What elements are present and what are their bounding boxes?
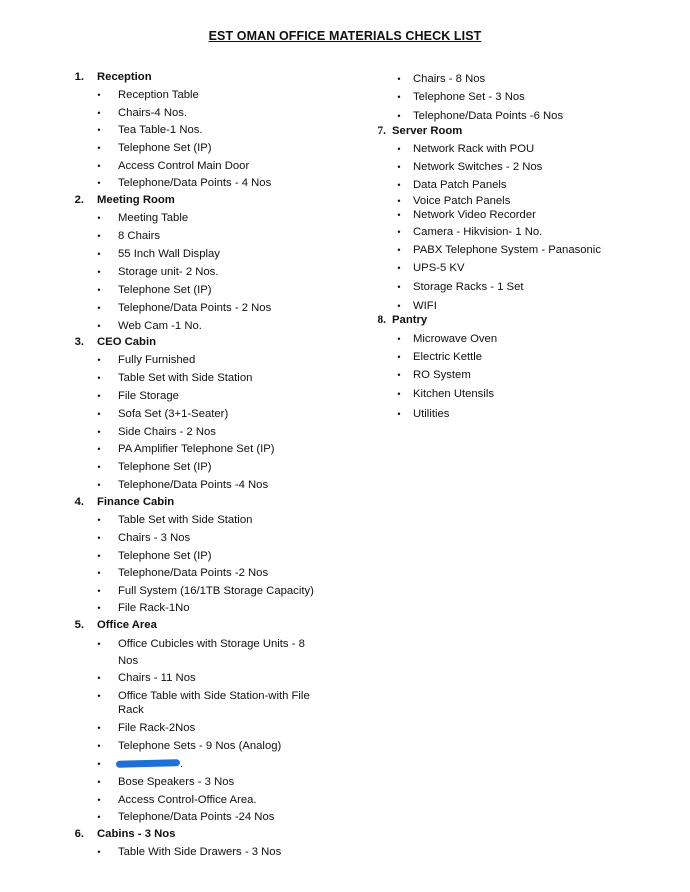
section-number: 6. xyxy=(74,828,84,840)
bullet-icon: • xyxy=(97,515,101,525)
section-title: Server Room xyxy=(392,125,463,137)
bullet-icon: • xyxy=(97,161,101,171)
list-item: File Rack-2Nos xyxy=(118,722,196,734)
list-item: Chairs - 11 Nos xyxy=(118,672,196,684)
section-title: Office Area xyxy=(97,619,157,631)
list-item: Meeting Table xyxy=(118,212,189,224)
list-item: Telephone/Data Points -6 Nos xyxy=(413,110,564,122)
bullet-icon: • xyxy=(97,759,101,769)
list-item: Telephone/Data Points - 2 Nos xyxy=(118,302,272,314)
bullet-icon: • xyxy=(397,282,401,292)
bullet-icon: • xyxy=(397,227,401,237)
bullet-icon: • xyxy=(397,74,401,84)
document-title: EST OMAN OFFICE MATERIALS CHECK LIST xyxy=(208,29,482,43)
bullet-icon: • xyxy=(97,178,101,188)
bullet-icon: • xyxy=(97,847,101,857)
bullet-icon: • xyxy=(97,427,101,437)
bullet-icon: • xyxy=(97,285,101,295)
list-item: File Storage xyxy=(118,390,179,402)
list-item: Storage unit- 2 Nos. xyxy=(118,266,219,278)
list-item: Kitchen Utensils xyxy=(413,388,494,400)
bullet-icon: • xyxy=(97,795,101,805)
bullet-icon: • xyxy=(97,391,101,401)
bullet-icon: • xyxy=(397,370,401,380)
bullet-icon: • xyxy=(97,551,101,561)
bullet-icon: • xyxy=(97,691,101,701)
list-item: Telephone/Data Points -24 Nos xyxy=(118,811,275,823)
bullet-icon: • xyxy=(97,568,101,578)
list-item: Camera - Hikvision- 1 No. xyxy=(413,226,543,238)
bullet-icon: • xyxy=(97,321,101,331)
list-item: Telephone/Data Points -2 Nos xyxy=(118,567,269,579)
section-title: CEO Cabin xyxy=(97,336,156,348)
bullet-icon: • xyxy=(97,90,101,100)
section-number: 4. xyxy=(74,496,84,508)
list-item: Chairs-4 Nos. xyxy=(118,107,188,119)
list-item: Side Chairs - 2 Nos xyxy=(118,426,216,438)
section-title: Cabins - 3 Nos xyxy=(97,828,176,840)
list-item: RO System xyxy=(413,369,471,381)
list-item: Tea Table-1 Nos. xyxy=(118,124,203,136)
section-title: Reception xyxy=(97,71,152,83)
bullet-icon: • xyxy=(97,373,101,383)
list-item: Microwave Oven xyxy=(413,333,498,345)
section-number: 1. xyxy=(74,71,84,83)
list-item: PA Amplifier Telephone Set (IP) xyxy=(118,443,275,455)
bullet-icon: • xyxy=(397,334,401,344)
bullet-icon: • xyxy=(397,180,401,190)
list-item: Fully Furnished xyxy=(118,354,196,366)
list-item: Table With Side Drawers - 3 Nos xyxy=(118,846,282,858)
list-item: UPS-5 KV xyxy=(413,262,465,274)
list-item: Storage Racks - 1 Set xyxy=(413,281,524,293)
list-item: Access Control-Office Area. xyxy=(118,794,257,806)
bullet-icon: • xyxy=(97,480,101,490)
list-item: Electric Kettle xyxy=(413,351,483,363)
list-item: Telephone Sets - 9 Nos (Analog) xyxy=(118,740,282,752)
bullet-icon: • xyxy=(397,196,401,206)
list-item: Chairs - 8 Nos xyxy=(413,73,486,85)
section-number: 5. xyxy=(74,619,84,631)
list-item: Web Cam -1 No. xyxy=(118,320,202,332)
bullet-icon: • xyxy=(397,389,401,399)
section-number: 7. xyxy=(377,125,386,137)
bullet-icon: • xyxy=(397,409,401,419)
bullet-icon: • xyxy=(97,603,101,613)
bullet-icon: • xyxy=(397,301,401,311)
redaction-mark xyxy=(116,759,180,768)
bullet-icon: • xyxy=(97,777,101,787)
list-item: 8 Chairs xyxy=(118,230,161,242)
list-item: Network Video Recorder xyxy=(413,209,536,221)
list-item: 55 Inch Wall Display xyxy=(118,248,220,260)
bullet-icon: • xyxy=(97,586,101,596)
list-item: Table Set with Side Station xyxy=(118,514,253,526)
bullet-icon: • xyxy=(97,444,101,454)
list-item: Chairs - 3 Nos xyxy=(118,532,191,544)
list-item: Telephone Set (IP) xyxy=(118,461,212,473)
list-item: Telephone/Data Points -4 Nos xyxy=(118,479,269,491)
bullet-icon: • xyxy=(97,462,101,472)
list-item: Access Control Main Door xyxy=(118,160,250,172)
bullet-icon: • xyxy=(397,162,401,172)
bullet-icon: • xyxy=(397,144,401,154)
bullet-icon: • xyxy=(97,213,101,223)
section-number: 2. xyxy=(74,194,84,206)
section-title: Finance Cabin xyxy=(97,496,175,508)
bullet-icon: • xyxy=(397,245,401,255)
list-item: Nos xyxy=(118,655,139,667)
bullet-icon: • xyxy=(97,231,101,241)
list-item: Reception Table xyxy=(118,89,199,101)
list-item: Telephone Set (IP) xyxy=(118,284,212,296)
list-item: Full System (16/1TB Storage Capacity) xyxy=(118,585,314,597)
list-item: Network Switches - 2 Nos xyxy=(413,161,543,173)
list-item: Utilities xyxy=(413,408,450,420)
bullet-icon: • xyxy=(97,303,101,313)
bullet-icon: • xyxy=(397,210,401,220)
list-item: Rack xyxy=(118,704,144,716)
list-item: WIFI xyxy=(413,300,437,312)
list-item: . xyxy=(180,758,184,770)
list-item: Data Patch Panels xyxy=(413,179,507,191)
list-item: Telephone Set (IP) xyxy=(118,142,212,154)
bullet-icon: • xyxy=(97,267,101,277)
list-item: File Rack-1No xyxy=(118,602,190,614)
section-title: Pantry xyxy=(392,314,428,326)
list-item: Office Table with Side Station-with File xyxy=(118,690,310,702)
bullet-icon: • xyxy=(97,409,101,419)
section-title: Meeting Room xyxy=(97,194,175,206)
bullet-icon: • xyxy=(397,263,401,273)
bullet-icon: • xyxy=(397,111,401,121)
bullet-icon: • xyxy=(97,143,101,153)
section-number: 8. xyxy=(377,314,386,326)
list-item: Office Cubicles with Storage Units - 8 xyxy=(118,638,305,650)
bullet-icon: • xyxy=(97,125,101,135)
list-item: Voice Patch Panels xyxy=(413,195,511,207)
list-item: Telephone Set - 3 Nos xyxy=(413,91,525,103)
list-item: Bose Speakers - 3 Nos xyxy=(118,776,235,788)
bullet-icon: • xyxy=(97,723,101,733)
bullet-icon: • xyxy=(97,639,101,649)
section-number: 3. xyxy=(74,336,84,348)
list-item: Telephone Set (IP) xyxy=(118,550,212,562)
bullet-icon: • xyxy=(97,741,101,751)
bullet-icon: • xyxy=(397,352,401,362)
bullet-icon: • xyxy=(397,92,401,102)
bullet-icon: • xyxy=(97,812,101,822)
list-item: Network Rack with POU xyxy=(413,143,535,155)
bullet-icon: • xyxy=(97,249,101,259)
list-item: Table Set with Side Station xyxy=(118,372,253,384)
bullet-icon: • xyxy=(97,108,101,118)
list-item: PABX Telephone System - Panasonic xyxy=(413,244,601,256)
bullet-icon: • xyxy=(97,355,101,365)
bullet-icon: • xyxy=(97,533,101,543)
bullet-icon: • xyxy=(97,673,101,683)
list-item: Sofa Set (3+1-Seater) xyxy=(118,408,229,420)
list-item: Telephone/Data Points - 4 Nos xyxy=(118,177,272,189)
